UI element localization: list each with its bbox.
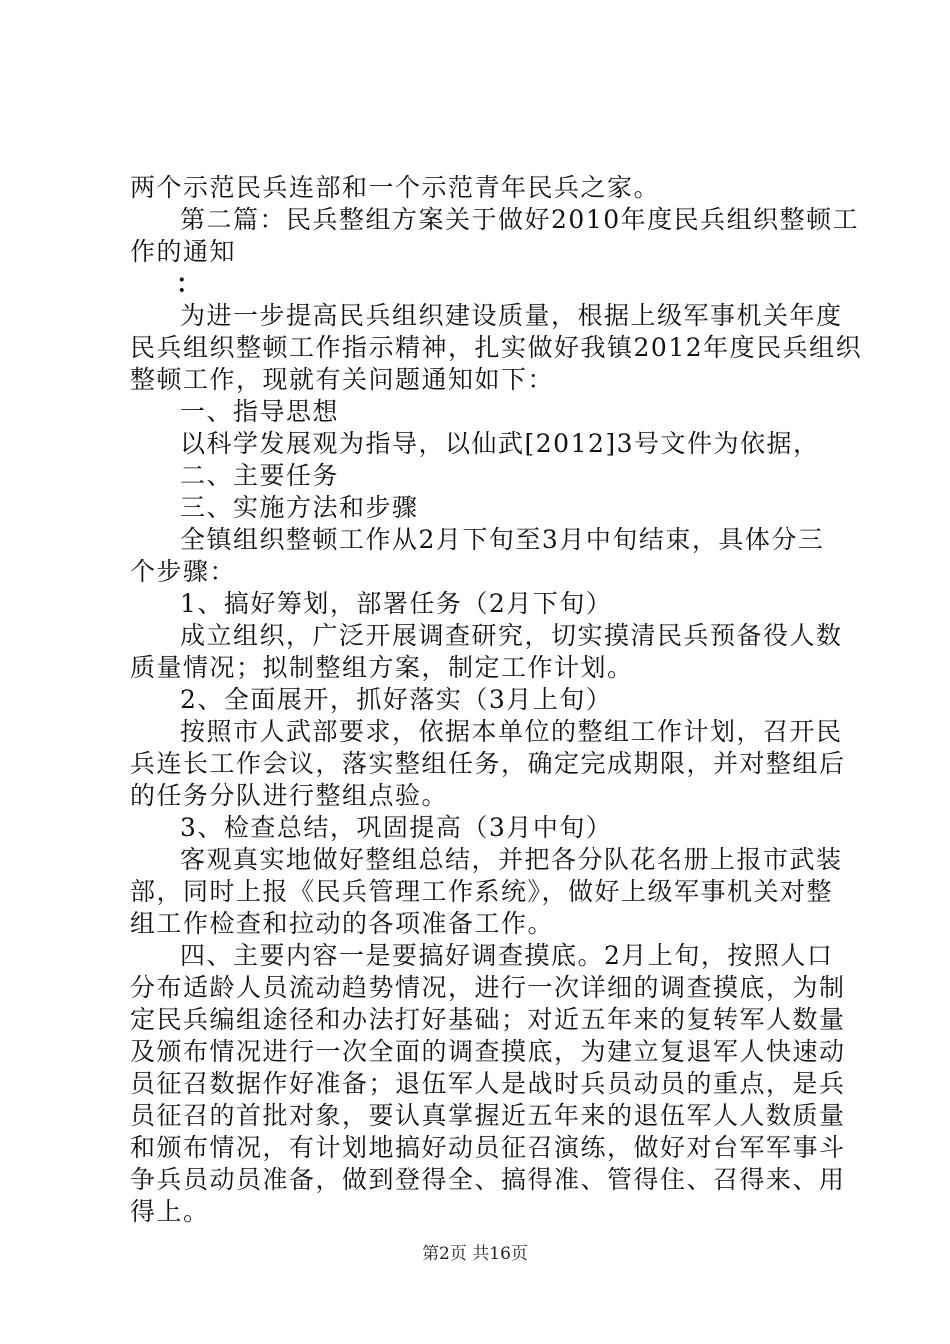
text-line: 民兵组织整顿工作指示精神，扎实做好我镇2012年度民兵组织	[130, 333, 863, 362]
text-line: 第二篇：民兵整组方案关于做好2010年度民兵组织整顿工	[180, 205, 860, 234]
text-line: 整顿工作，现就有关问题通知如下：	[130, 365, 555, 394]
text-line: 二、主要任务	[180, 461, 340, 490]
text-line: 1、搞好筹划，部署任务（2月下旬）	[180, 589, 613, 618]
text-line: 以科学发展观为指导，以仙武[2012]3号文件为依据，	[180, 429, 820, 458]
text-line: 为进一步提高民兵组织建设质量，根据上级军事机关年度	[180, 301, 843, 330]
text-line: 得上。	[130, 1197, 210, 1226]
text-line: 四、主要内容一是要搞好调查摸底。2月上旬，按照人口	[180, 941, 834, 970]
text-line: 2、全面展开，抓好落实（3月上旬）	[180, 685, 613, 714]
text-line: 按照市人武部要求，依据本单位的整组工作计划，召开民	[180, 717, 843, 746]
text-line: 3、检查总结，巩固提高（3月中旬）	[180, 813, 613, 842]
text-line: 及颁布情况进行一次全面的调查摸底，为建立复退军人快速动	[130, 1037, 846, 1066]
text-line: 一、指导思想	[180, 397, 340, 426]
text-line: 组工作检查和拉动的各项准备工作。	[130, 909, 555, 938]
document-body	[130, 172, 863, 1228]
page-footer: 第2页 共16页	[422, 1244, 528, 1264]
text-line: 分布适龄人员流动趋势情况，进行一次详细的调查摸底，为制	[130, 973, 846, 1002]
text-line: ：	[176, 269, 203, 298]
text-line: 兵连长工作会议，落实整组任务，确定完成期限，并对整组后	[130, 749, 846, 778]
text-line: 两个示范民兵连部和一个示范青年民兵之家。	[130, 173, 661, 202]
text-line: 员征召的首批对象，要认真掌握近五年来的退伍军人人数质量	[130, 1101, 846, 1130]
text-line: 全镇组织整顿工作从2月下旬至3月中旬结束，具体分三	[180, 525, 825, 554]
text-line: 作的通知	[130, 237, 237, 266]
text-line: 争兵员动员准备，做到登得全、搞得准、管得住、召得来、用	[130, 1165, 846, 1194]
text-line: 员征召数据作好准备；退伍军人是战时兵员动员的重点，是兵	[130, 1069, 846, 1098]
text-line: 的任务分队进行整组点验。	[130, 781, 449, 810]
text-line: 成立组织，广泛开展调查研究，切实摸清民兵预备役人数	[180, 621, 843, 650]
text-line: 个步骤：	[130, 557, 237, 586]
text-line: 和颁布情况，有计划地搞好动员征召演练，做好对台军军事斗	[130, 1133, 846, 1162]
text-line: 部，同时上报《民兵管理工作系统》，做好上级军事机关对整	[130, 877, 834, 906]
text-line: 三、实施方法和步骤	[180, 493, 419, 522]
text-line: 客观真实地做好整组总结，并把各分队花名册上报市武装	[180, 845, 843, 874]
text-line: 定民兵编组途径和办法打好基础；对近五年来的复转军人数量	[130, 1005, 846, 1034]
text-line: 质量情况；拟制整组方案，制定工作计划。	[130, 653, 634, 682]
